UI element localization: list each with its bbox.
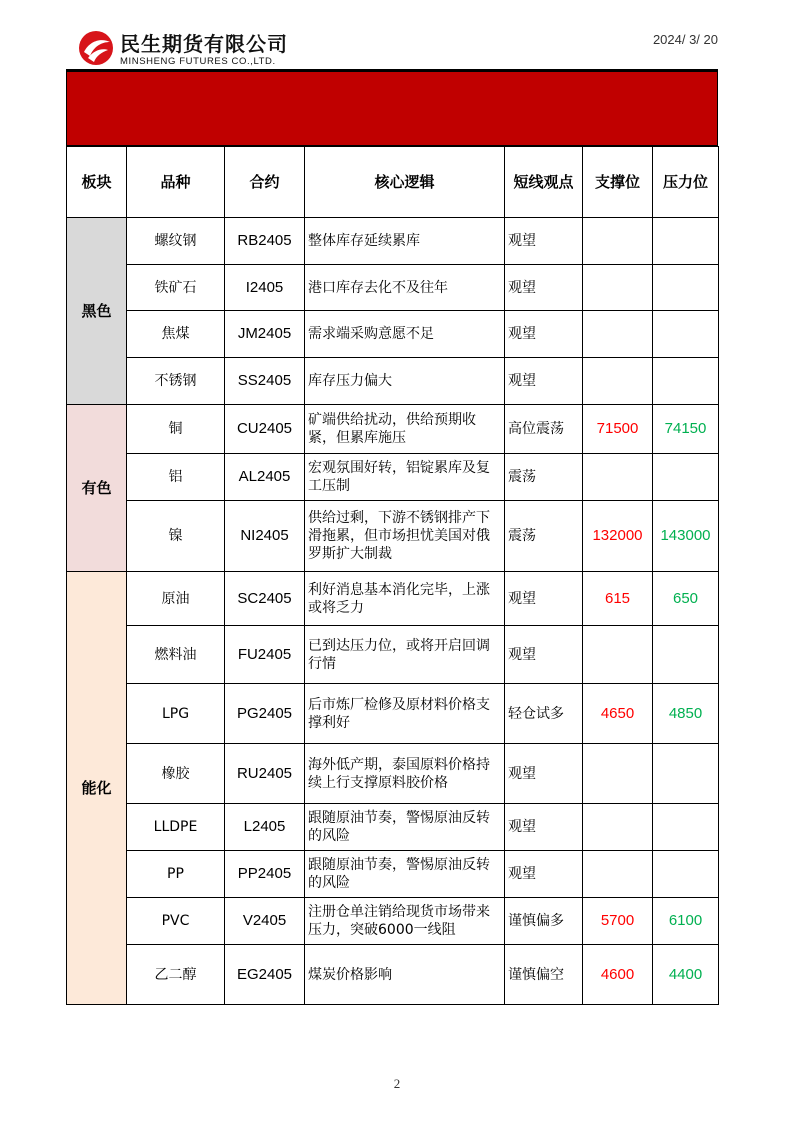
header-sector: 板块 <box>67 147 127 218</box>
table-header-row <box>67 147 719 218</box>
variety-cell: 铝 <box>127 454 225 501</box>
variety-cell: PP <box>127 851 225 898</box>
contract-cell: I2405 <box>225 265 305 311</box>
logic-cell: 海外低产期，泰国原料价格持续上行支撑原料胶价格 <box>305 744 505 804</box>
table-row <box>67 218 719 265</box>
variety-cell: PVC <box>127 898 225 945</box>
support-cell <box>583 358 653 405</box>
resistance-cell <box>653 358 719 405</box>
table-row <box>67 454 719 501</box>
view-cell: 观望 <box>505 265 583 311</box>
contract-cell: PP2405 <box>225 851 305 898</box>
minsheng-logo-icon <box>78 30 114 66</box>
view-cell: 观望 <box>505 311 583 358</box>
variety-cell: 螺纹钢 <box>127 218 225 265</box>
logic-cell: 跟随原油节奏，警惕原油反转的风险 <box>305 804 505 851</box>
support-cell <box>583 626 653 684</box>
resistance-cell <box>653 626 719 684</box>
futures-table <box>66 146 719 1005</box>
logic-cell: 整体库存延续累库 <box>305 218 505 265</box>
contract-cell: L2405 <box>225 804 305 851</box>
resistance-cell <box>653 265 719 311</box>
contract-cell: NI2405 <box>225 501 305 572</box>
variety-cell: LPG <box>127 684 225 744</box>
view-cell: 观望 <box>505 358 583 405</box>
sector-energy-chemical: 能化 <box>67 572 127 1005</box>
view-cell: 观望 <box>505 572 583 626</box>
logic-cell: 利好消息基本消化完毕，上涨或将乏力 <box>305 572 505 626</box>
page-number: 2 <box>393 1076 401 1091</box>
logic-cell: 供给过剩，下游不锈钢排产下滑拖累，但市场担忧美国对俄罗斯扩大制裁 <box>305 501 505 572</box>
resistance-cell: 650 <box>653 572 719 626</box>
table-row <box>67 572 719 626</box>
contract-cell: CU2405 <box>225 405 305 454</box>
support-cell: 5700 <box>583 898 653 945</box>
view-cell: 震荡 <box>505 454 583 501</box>
support-cell <box>583 744 653 804</box>
variety-cell: 乙二醇 <box>127 945 225 1005</box>
logic-cell: 注册仓单注销给现货市场带来压力，突破6000一线阻 <box>305 898 505 945</box>
resistance-cell <box>653 804 719 851</box>
logic-cell: 已到达压力位，或将开启回调行情 <box>305 626 505 684</box>
logic-cell: 矿端供给扰动，供给预期收紧，但累库施压 <box>305 405 505 454</box>
table-row <box>67 358 719 405</box>
logic-cell: 库存压力偏大 <box>305 358 505 405</box>
resistance-cell <box>653 218 719 265</box>
variety-cell: 不锈钢 <box>127 358 225 405</box>
resistance-cell: 4400 <box>653 945 719 1005</box>
table-row <box>67 945 719 1005</box>
sector-black: 黑色 <box>67 218 127 405</box>
contract-cell: RU2405 <box>225 744 305 804</box>
variety-cell: 铁矿石 <box>127 265 225 311</box>
header-logic: 核心逻辑 <box>305 147 505 218</box>
view-cell: 观望 <box>505 626 583 684</box>
contract-cell: FU2405 <box>225 626 305 684</box>
logic-cell: 港口库存去化不及往年 <box>305 265 505 311</box>
contract-cell: JM2405 <box>225 311 305 358</box>
sector-nonferrous: 有色 <box>67 405 127 572</box>
company-name-cn: 民生期货有限公司 <box>120 32 288 56</box>
resistance-cell <box>653 851 719 898</box>
company-logo <box>78 28 318 72</box>
view-cell: 观望 <box>505 218 583 265</box>
table-row <box>67 851 719 898</box>
header-resistance: 压力位 <box>653 147 719 218</box>
header-variety: 品种 <box>127 147 225 218</box>
table-row <box>67 501 719 572</box>
variety-cell: 镍 <box>127 501 225 572</box>
header-support: 支撑位 <box>583 147 653 218</box>
company-name-en: MINSHENG FUTURES CO.,LTD. <box>120 56 276 67</box>
contract-cell: PG2405 <box>225 684 305 744</box>
support-cell <box>583 311 653 358</box>
table-row <box>67 311 719 358</box>
table-row <box>67 626 719 684</box>
resistance-cell: 143000 <box>653 501 719 572</box>
table-row <box>67 265 719 311</box>
view-cell: 谨慎偏空 <box>505 945 583 1005</box>
resistance-cell: 4850 <box>653 684 719 744</box>
contract-cell: EG2405 <box>225 945 305 1005</box>
report-date: 2024/ 3/ 20 <box>652 32 718 47</box>
variety-cell: 橡胶 <box>127 744 225 804</box>
resistance-cell <box>653 311 719 358</box>
logic-cell: 宏观氛围好转，铝锭累库及复工压制 <box>305 454 505 501</box>
support-cell: 132000 <box>583 501 653 572</box>
resistance-cell <box>653 454 719 501</box>
support-cell <box>583 804 653 851</box>
contract-cell: SS2405 <box>225 358 305 405</box>
support-cell: 4600 <box>583 945 653 1005</box>
logic-cell: 跟随原油节奏，警惕原油反转的风险 <box>305 851 505 898</box>
header-contract: 合约 <box>225 147 305 218</box>
contract-cell: SC2405 <box>225 572 305 626</box>
view-cell: 观望 <box>505 804 583 851</box>
red-banner <box>66 71 718 146</box>
table-row <box>67 405 719 454</box>
table-row <box>67 898 719 945</box>
view-cell: 观望 <box>505 744 583 804</box>
variety-cell: 原油 <box>127 572 225 626</box>
header-view: 短线观点 <box>505 147 583 218</box>
variety-cell: 铜 <box>127 405 225 454</box>
view-cell: 观望 <box>505 851 583 898</box>
table-row <box>67 804 719 851</box>
resistance-cell: 6100 <box>653 898 719 945</box>
view-cell: 高位震荡 <box>505 405 583 454</box>
support-cell: 71500 <box>583 405 653 454</box>
variety-cell: 焦煤 <box>127 311 225 358</box>
support-cell <box>583 265 653 311</box>
logic-cell: 需求端采购意愿不足 <box>305 311 505 358</box>
view-cell: 震荡 <box>505 501 583 572</box>
logic-cell: 煤炭价格影响 <box>305 945 505 1005</box>
support-cell: 4650 <box>583 684 653 744</box>
table-row <box>67 684 719 744</box>
support-cell <box>583 454 653 501</box>
support-cell <box>583 218 653 265</box>
support-cell <box>583 851 653 898</box>
view-cell: 轻仓试多 <box>505 684 583 744</box>
variety-cell: 燃料油 <box>127 626 225 684</box>
support-cell: 615 <box>583 572 653 626</box>
contract-cell: AL2405 <box>225 454 305 501</box>
contract-cell: V2405 <box>225 898 305 945</box>
contract-cell: RB2405 <box>225 218 305 265</box>
logic-cell: 后市炼厂检修及原材料价格支撑利好 <box>305 684 505 744</box>
resistance-cell <box>653 744 719 804</box>
resistance-cell: 74150 <box>653 405 719 454</box>
variety-cell: LLDPE <box>127 804 225 851</box>
table-row <box>67 744 719 804</box>
view-cell: 谨慎偏多 <box>505 898 583 945</box>
